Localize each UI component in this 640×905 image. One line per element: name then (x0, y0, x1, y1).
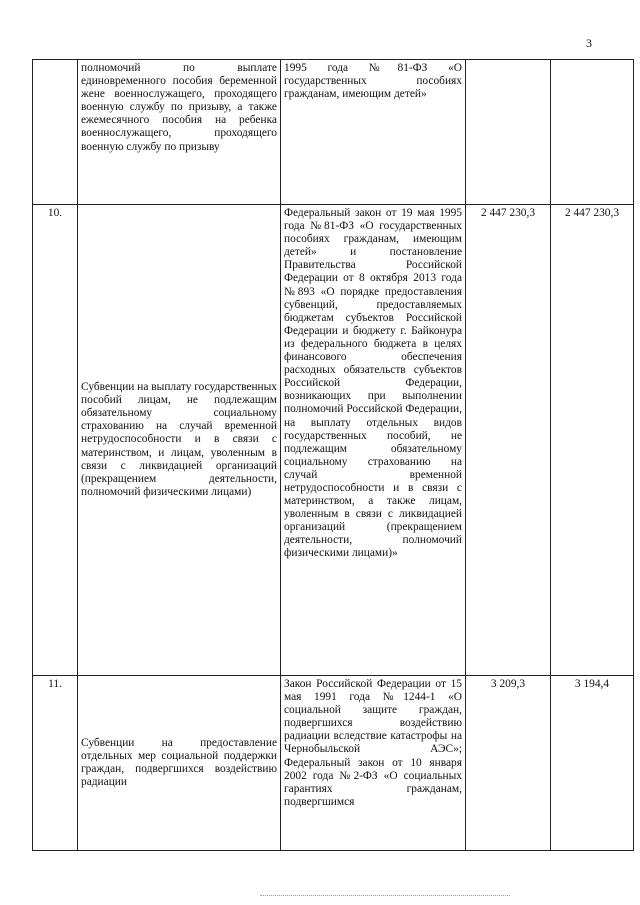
table-row (33, 205, 634, 676)
subvention-description (78, 60, 281, 205)
amount-planned: 2 447 230,3 (466, 205, 551, 676)
legal-basis-text: Закон Российской Федерации от 15 мая 1991 года №1244-1 «О социальной защите граждан, подвергшихся воздействию радиации вследствие катастрофы на Чернобыльской АЭС»; Федеральный закон от 10 января 2002 года №2-ФЗ «О социальных гарантиях гражданам, подвергшимся (284, 678, 462, 808)
scan-artifact-line (260, 895, 510, 899)
amount-planned: 3 209,3 (466, 676, 551, 851)
amount-actual: 3 194,4 (551, 676, 634, 851)
table-row (33, 60, 634, 205)
description-text: Субвенции на предоставление отдельных мер социальной поддержки граждан, подвергшихся воздействию радиации (81, 736, 277, 789)
description-text: Субвенции на выплату государственных пособий лицам, не подлежащим обязательному социальному страхованию на случай временной нетрудоспособности и в связи с материнством, и лицам, уволенным в связи с ликвидацией организаций (прекращением деятельности, полномочий физическими лицами) (81, 381, 277, 498)
budget-table (32, 59, 634, 851)
subvention-description (78, 205, 281, 676)
legal-basis (281, 676, 466, 851)
page-number: 3 (586, 36, 592, 50)
amount-actual (551, 60, 634, 205)
row-number: 11. (33, 676, 78, 851)
legal-basis (281, 205, 466, 676)
description-text: полномочий по выплате единовременного пособия беременной жене военнослужащего, проходящего военную службу по призыву, а также ежемесячного пособия на ребенка военнослужащего, проходящего военную службу по призыву (81, 62, 277, 153)
legal-basis (281, 60, 466, 205)
subvention-description (78, 676, 281, 851)
table-row (33, 676, 634, 851)
row-number (33, 60, 78, 205)
legal-basis-text: Федеральный закон от 19 мая 1995 года №81-ФЗ «О государственных пособиях гражданам, имеющим детей» и постановление Правительства Российской Федерации от 8 октября 2013 года №893 «О порядке предоставления субвенций, предоставляемых бюджетам субъектов Российской Федерации и бюджету г. Байконура из федерального бюджета в целях финансового обеспечения расходных обязательств субъектов Российской Федерации, возникающих при выполнении полномочий Российской Федерации, на выплату отдельных видов государственных пособий, не подлежащим обязательному социальному страхованию на случай временной нетрудоспособности и в связи с материнством, а также лицам, уволенным в связи с ликвидацией организаций (прекращением деятельности, полномочий физическими лицами)» (284, 207, 462, 560)
amount-planned (466, 60, 551, 205)
row-number: 10. (33, 205, 78, 676)
amount-actual: 2 447 230,3 (551, 205, 634, 676)
legal-basis-text: 1995 года №81-ФЗ «О государственных пособиях гражданам, имеющим детей» (284, 62, 462, 101)
